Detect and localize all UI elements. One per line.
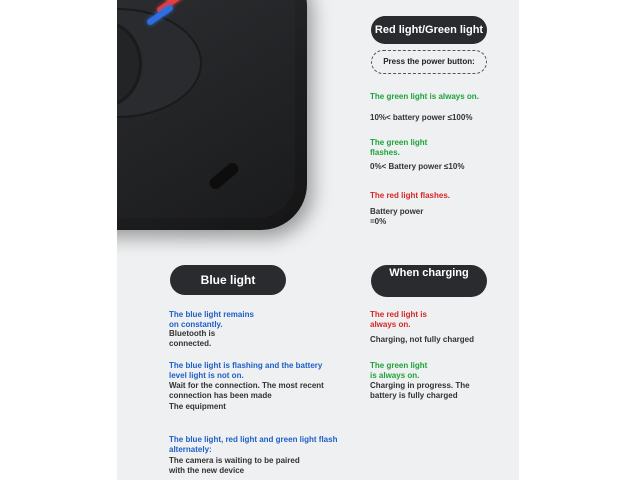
battery-10-100-text: 10%< battery power ≤100% bbox=[370, 113, 473, 122]
camera-waiting-text: The camera is waiting to be paired with the new device bbox=[169, 456, 300, 475]
press-power-pill: Press the power button: bbox=[371, 50, 487, 74]
equipment-text: The equipment bbox=[169, 402, 226, 411]
red-green-pill: Red light/Green light bbox=[371, 16, 487, 44]
red-flashes-text: The red light flashes. bbox=[370, 191, 451, 200]
green-always-on-text: The green light is always on. bbox=[370, 92, 479, 101]
when-charging-pill: When charging bbox=[371, 265, 487, 297]
blue-flashing-text: The blue light is flashing and the battery level light is not on. bbox=[169, 361, 323, 380]
wait-connection-text: Wait for the connection. The most recent connection has been made bbox=[169, 381, 324, 400]
charging-in-progress-text: Charging in progress. The battery is fully charged bbox=[370, 381, 470, 400]
camera-remote-device bbox=[117, 0, 307, 230]
battery-0-10-text: 0%< Battery power ≤10% bbox=[370, 162, 465, 171]
battery-0-text: Battery power =0% bbox=[370, 207, 424, 226]
instruction-panel bbox=[117, 0, 519, 480]
blue-remains-on-text: The blue light remains on constantly. bbox=[169, 310, 254, 329]
green-always-on-charging-text: The green light is always on. bbox=[370, 361, 428, 380]
bluetooth-connected-text: Bluetooth is connected. bbox=[169, 329, 216, 348]
all-flash-text: The blue light, red light and green light flash alternately: bbox=[169, 435, 338, 454]
not-fully-charged-text: Charging, not fully charged bbox=[370, 335, 475, 344]
blue-light-pill: Blue light bbox=[170, 265, 286, 295]
green-flashes-text: The green light flashes. bbox=[370, 138, 428, 157]
red-always-on-text: The red light is always on. bbox=[370, 310, 427, 329]
